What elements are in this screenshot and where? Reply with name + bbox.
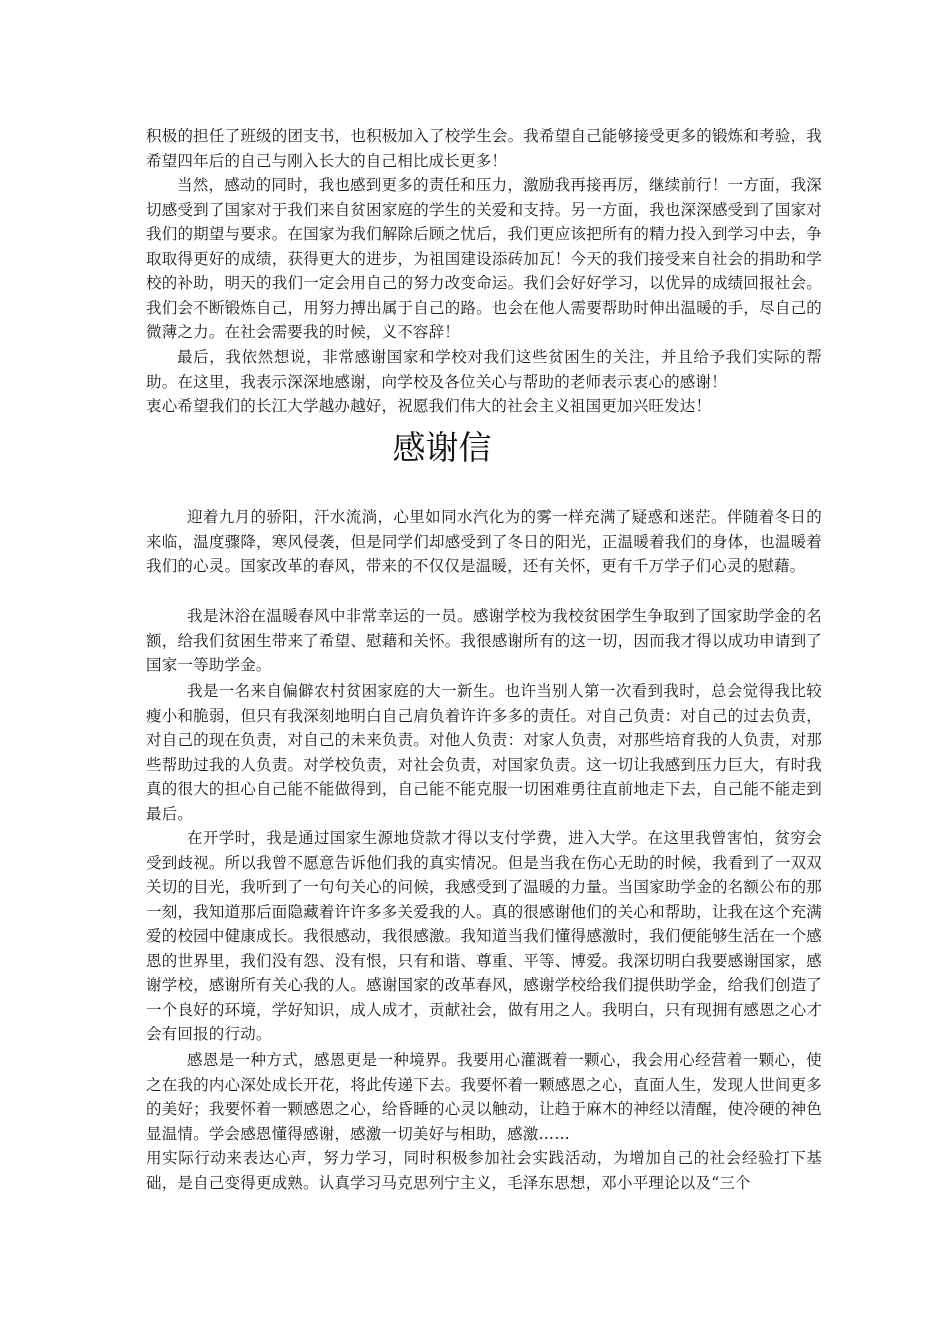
letter-paragraph-5: 感恩是一种方式，感恩更是一种境界。我要用心灌溉着一颗心，我会用心经营着一颗心，使之在我的内心深处成长开花，将此传递下去。我要怀着一颗感恩之心，直面人生，发现人世间更多的美好；我要怀着一颗感恩之心，给昏睡的心灵以触动，让趋于麻木的神经以清醒，使冷硬的神色显温情。学会感恩懂得感谢，感激一切美好与相助，感激…… xyxy=(146,1051,822,1143)
paragraph-responsibility: 当然，感动的同时，我也感到更多的责任和压力，激励我再接再厉，继续前行！一方面，我深切感受到了国家对于我们来自贫困家庭的学生的关爱和支持。另一方面，我也深深感受到了国家对我们的期望与要求。在国家为我们解除后顾之忧后，我们更应该把所有的精力投入到学习中去，争取取得更好的成绩，获得更大的进步，为祖国建设添砖加瓦！今天的我们接受来自社会的捐助和学校的补助，明天的我们一定会用自己的努力改变命运。我们会好好学习，以优异的成绩回报社会。我们会不断锻炼自己，用努力搏出属于自己的路。也会在他人需要帮助时伸出温暖的手，尽自己的微薄之力。在社会需要我的时候，义不容辞！ xyxy=(146,176,822,341)
letter-paragraph-4: 在开学时，我是通过国家生源地贷款才得以支付学费，进入大学。在这里我曾害怕，贫穷会受到歧视。所以我曾不愿意告诉他们我的真实情况。但是当我在伤心无助的时候，我看到了一双双关切的目光，我听到了一句句关心的问候，我感受到了温暖的力量。当国家助学金的名额公布的那一刻，我知道那后面隐藏着许许多多关爱我的人。真的很感谢他们的关心和帮助，让我在这个充满爱的校园中健康成长。我很感动，我很感激。我知道当我们懂得感激时，我们便能够生活在一个感恩的世界里，我们没有怨、没有恨，只有和谐、尊重、平等、博爱。我深切明白我要感谢国家，感谢学校，感谢所有关心我的人。感谢国家的改革春风，感谢学校给我们提供助学金，给我们创造了一个良好的环境，学好知识，成人成才，贡献社会，做有用之人。我明白，只有现拥有感恩之心才会有回报的行动。 xyxy=(146,829,822,1043)
letter-paragraph-6: 用实际行动来表达心声，努力学习，同时积极参加社会实践活动，为增加自己的社会经验打下基础，是自己变得更成熟。认真学习马克思列宁主义，毛泽东思想，邓小平理论以及“三个 xyxy=(146,1149,822,1192)
letter-paragraph-1: 迎着九月的骄阳，汗水流淌，心里如同水汽化为的雾一样充满了疑惑和迷茫。伴随着冬日的来临，温度骤降，寒风侵袭，但是同学们却感受到了冬日的阳光，正温暖着我们的身体，也温暖着我们的心灵。国家改革的春风，带来的不仅仅是温暖，还有关怀，更有千万学子们心灵的慰藉。 xyxy=(146,508,822,575)
paragraph-wishes: 衷心希望我们的长江大学越办越好，祝愿我们伟大的社会主义祖国更加兴旺发达！ xyxy=(146,397,712,415)
letter-paragraph-3: 我是一名来自偏僻农村贫困家庭的大一新生。也许当别人第一次看到我时，总会觉得我比较瘦小和脆弱，但只有我深刻地明白自己肩负着许许多多的责任。对自己负责：对自己的过去负责，对自己的现在负责，对自己的未来负责。对他人负责：对家人负责，对那些培育我的人负责，对那些帮助过我的人负责。对学校负责，对社会负责，对国家负责。这一切让我感到压力巨大，有时我真的很大的担心自己能不能做得到，自己能不能克服一切困难勇往直前地走下去，自己能不能走到最后。 xyxy=(146,682,822,823)
letter-paragraph-2: 我是沐浴在温暖春风中非常幸运的一员。感谢学校为我校贫困学生争取到了国家助学金的名额，给我们贫困生带来了希望、慰藉和关怀。我很感谢所有的这一切，因而我才得以成功申请到了国家一等助学金。 xyxy=(146,607,822,674)
letter-title: 感谢信 xyxy=(392,428,492,467)
paragraph-gratitude: 最后，我依然想说，非常感谢国家和学校对我们这些贫困生的关注，并且给予我们实际的帮助。在这里，我表示深深地感谢，向学校及各位关心与帮助的老师表示衷心的感谢！ xyxy=(146,348,822,391)
paragraph-continuation: 积极的担任了班级的团支书，也积极加入了校学生会。我希望自己能够接受更多的锻炼和考验，我希望四年后的自己与刚入长大的自己相比成长更多！ xyxy=(146,127,822,170)
